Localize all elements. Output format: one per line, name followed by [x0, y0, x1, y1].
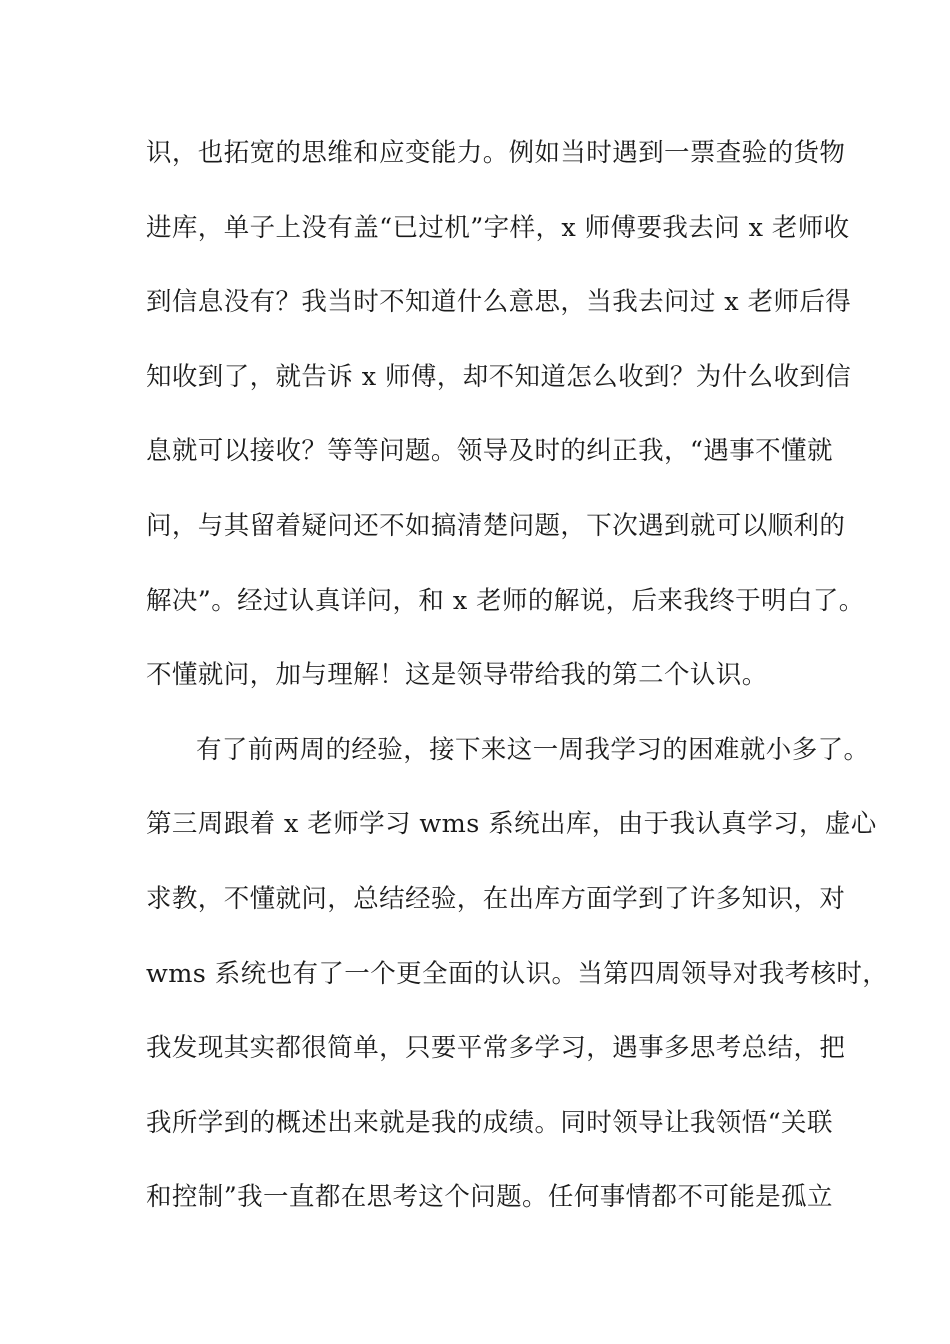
text-line: 进库，单子上没有盖“已过机”字样，x 师傅要我去问 x 老师收 — [146, 212, 850, 243]
text-line: 第三周跟着 x 老师学习 wms 系统出库，由于我认真学习，虚心 — [146, 809, 877, 840]
text-line: 和控制”我一直都在思考这个问题。任何事情都不可能是孤立 — [146, 1182, 833, 1213]
text-line: 解决”。经过认真详问，和 x 老师的解说，后来我终于明白了。 — [146, 585, 865, 616]
text-line: 求教，不懂就问，总结经验，在出库方面学到了许多知识，对 — [146, 883, 846, 914]
text-line: 知收到了，就告诉 x 师傅，却不知道怎么收到？为什么收到信 — [146, 361, 852, 392]
text-line: 识，也拓宽的思维和应变能力。例如当时遇到一票查验的货物 — [146, 138, 846, 168]
text-line: wms 系统也有了一个更全面的认识。当第四周领导对我考核时， — [146, 958, 889, 989]
text-line: 息就可以接收？等等问题。领导及时的纠正我，“遇事不懂就 — [146, 436, 833, 467]
text-line: 到信息没有？我当时不知道什么意思，当我去问过 x 老师后得 — [146, 287, 852, 318]
body-text — [146, 130, 889, 1249]
paragraph-first-line: 有了前两周的经验，接下来这一周我学习的困难就小多了。 — [196, 734, 870, 765]
text-line: 我所学到的概述出来就是我的成绩。同时领导让我领悟“关联 — [146, 1107, 833, 1138]
text-line: 问，与其留着疑问还不如搞清楚问题，下次遇到就可以顺利的 — [146, 510, 846, 541]
text-line: 我发现其实都很简单，只要平常多学习，遇事多思考总结，把 — [146, 1033, 846, 1064]
text-line: 不懂就问，加与理解！这是领导带给我的第二个认识。 — [146, 660, 768, 691]
